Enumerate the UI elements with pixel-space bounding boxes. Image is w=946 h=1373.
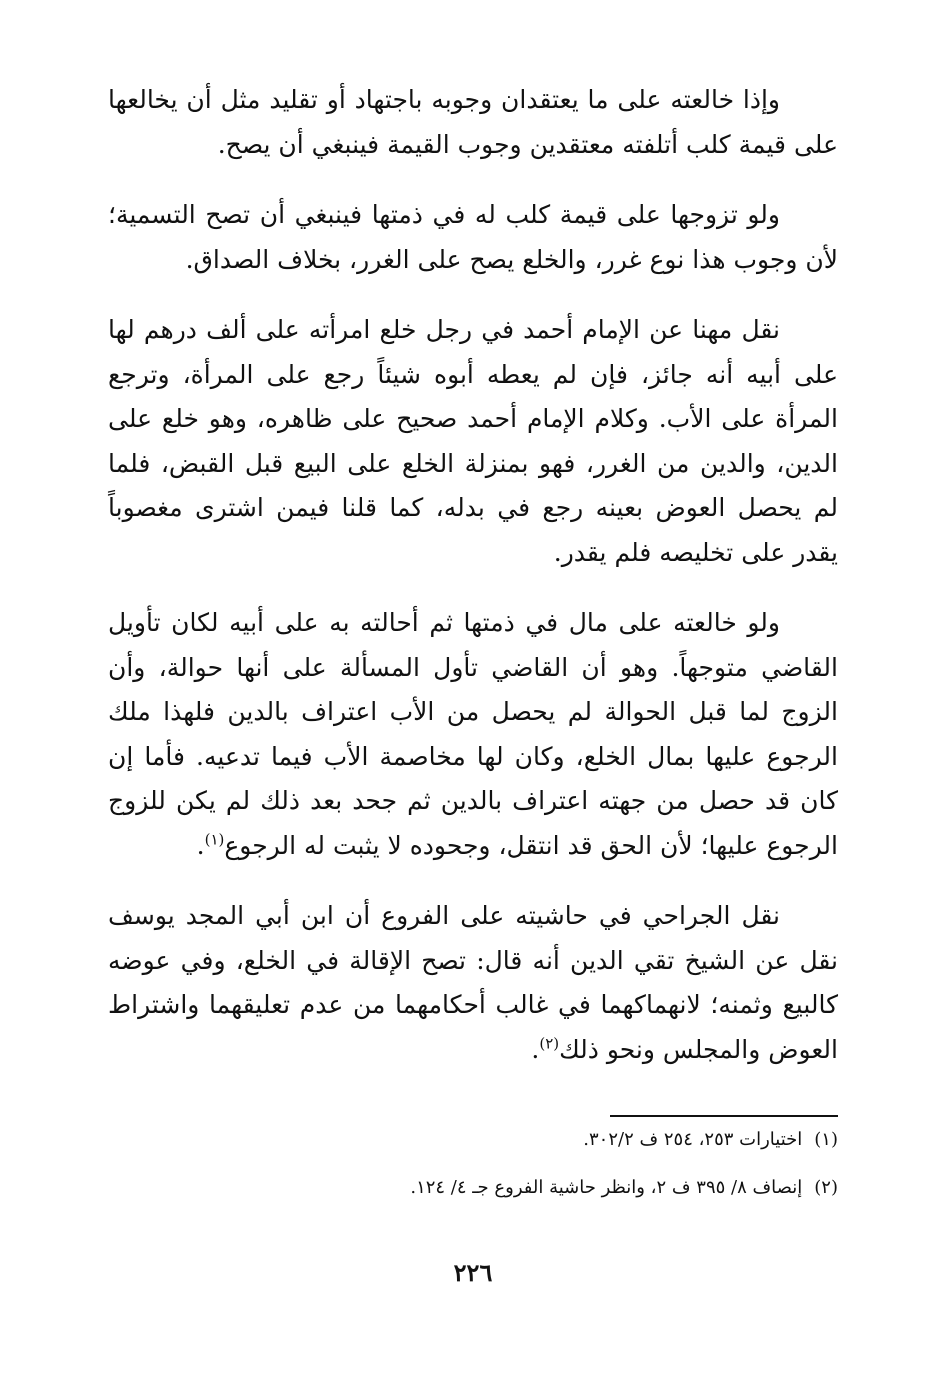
paragraph-1 (108, 78, 838, 167)
footnote-2-number: (٢) (814, 1177, 838, 1198)
paragraph-4-text: ولو خالعته على مال في ذمتها ثم أحالته به على أبيه لكان تأويل القاضي متوجهاً. وهو أن القاضي تأول المسألة على أنها حوالة، وأن الزوج لما قبل الحوالة لم يحصل من الأب اعتراف بالدين فلهذا ملك الرجوع عليها بمال الخلع، وكان لها مخاصمة الأب فيما تدعيه. فأما إن كان قد حصل من جهته اعتراف بالدين ثم جحد بعد ذلك لم يكن للزوج الرجوع عليها؛ لأن الحق قد انتقل، وجحوده لا يثبت له الرجوع (108, 608, 838, 860)
paragraph-4 (108, 601, 838, 868)
footnote-2-text: إنصاف ٨/ ٣٩٥ ف ٢، وانظر حاشية الفروع جـ ٤/ ١٢٤. (410, 1177, 803, 1198)
footnote-2 (108, 1176, 838, 1200)
paragraph-2-text: ولو تزوجها على قيمة كلب له في ذمتها فينبغي أن تصح التسمية؛ لأن وجوب هذا نوع غرر، والخلع يصح على الغرر، بخلاف الصداق. (108, 200, 838, 274)
footnote-1 (108, 1128, 838, 1152)
footnote-divider (610, 1115, 838, 1117)
footnote-ref-2[interactable]: (٢) (539, 1034, 560, 1053)
paragraph-1-text: وإذا خالعته على ما يعتقدان وجوبه باجتهاد أو تقليد مثل أن يخالعها على قيمة كلب أتلفته معتقدين وجوب القيمة فينبغي أن يصح. (108, 85, 838, 159)
paragraph-4-tail: . (196, 830, 205, 860)
paragraph-3 (108, 308, 838, 575)
footnote-1-number: (١) (814, 1129, 838, 1150)
footnote-1-text: اختيارات ٢٥٣، ٢٥٤ ف ٣٠٢/٢. (583, 1129, 803, 1150)
footnotes (108, 1128, 838, 1224)
paragraph-3-text: نقل مهنا عن الإمام أحمد في رجل خلع امرأته على ألف درهم لها على أبيه أنه جائز، فإن لم يعطه أبوه شيئاً رجع على المرأة، وترجع المرأة على الأب. وكلام الإمام أحمد صحيح على ظاهره، وهو خلع على الدين، والدين من الغرر، فهو بمنزلة الخلع على البيع قبل القبض، فلما لم يحصل العوض بعينه رجع في بدله، كما قلنا فيمن اشترى مغصوباً يقدر على تخليصه فلم يقدر. (108, 315, 838, 567)
page-body (108, 78, 838, 1098)
page-number: ٢٢٦ (453, 1258, 493, 1287)
paragraph-5-tail: . (531, 1034, 540, 1064)
paragraph-2 (108, 193, 838, 282)
paragraph-5-text: نقل الجراحي في حاشيته على الفروع أن ابن أبي المجد يوسف نقل عن الشيخ تقي الدين أنه قال: تصح الإقالة في الخلع، وفي عوضه كالبيع وثمنه؛ لانهماكهما في غالب أحكامهما من عدم تعليقهما واشتراط العوض والمجلس ونحو ذلك (108, 901, 838, 1064)
paragraph-5 (108, 894, 838, 1072)
footnote-ref-1[interactable]: (١) (204, 830, 225, 849)
